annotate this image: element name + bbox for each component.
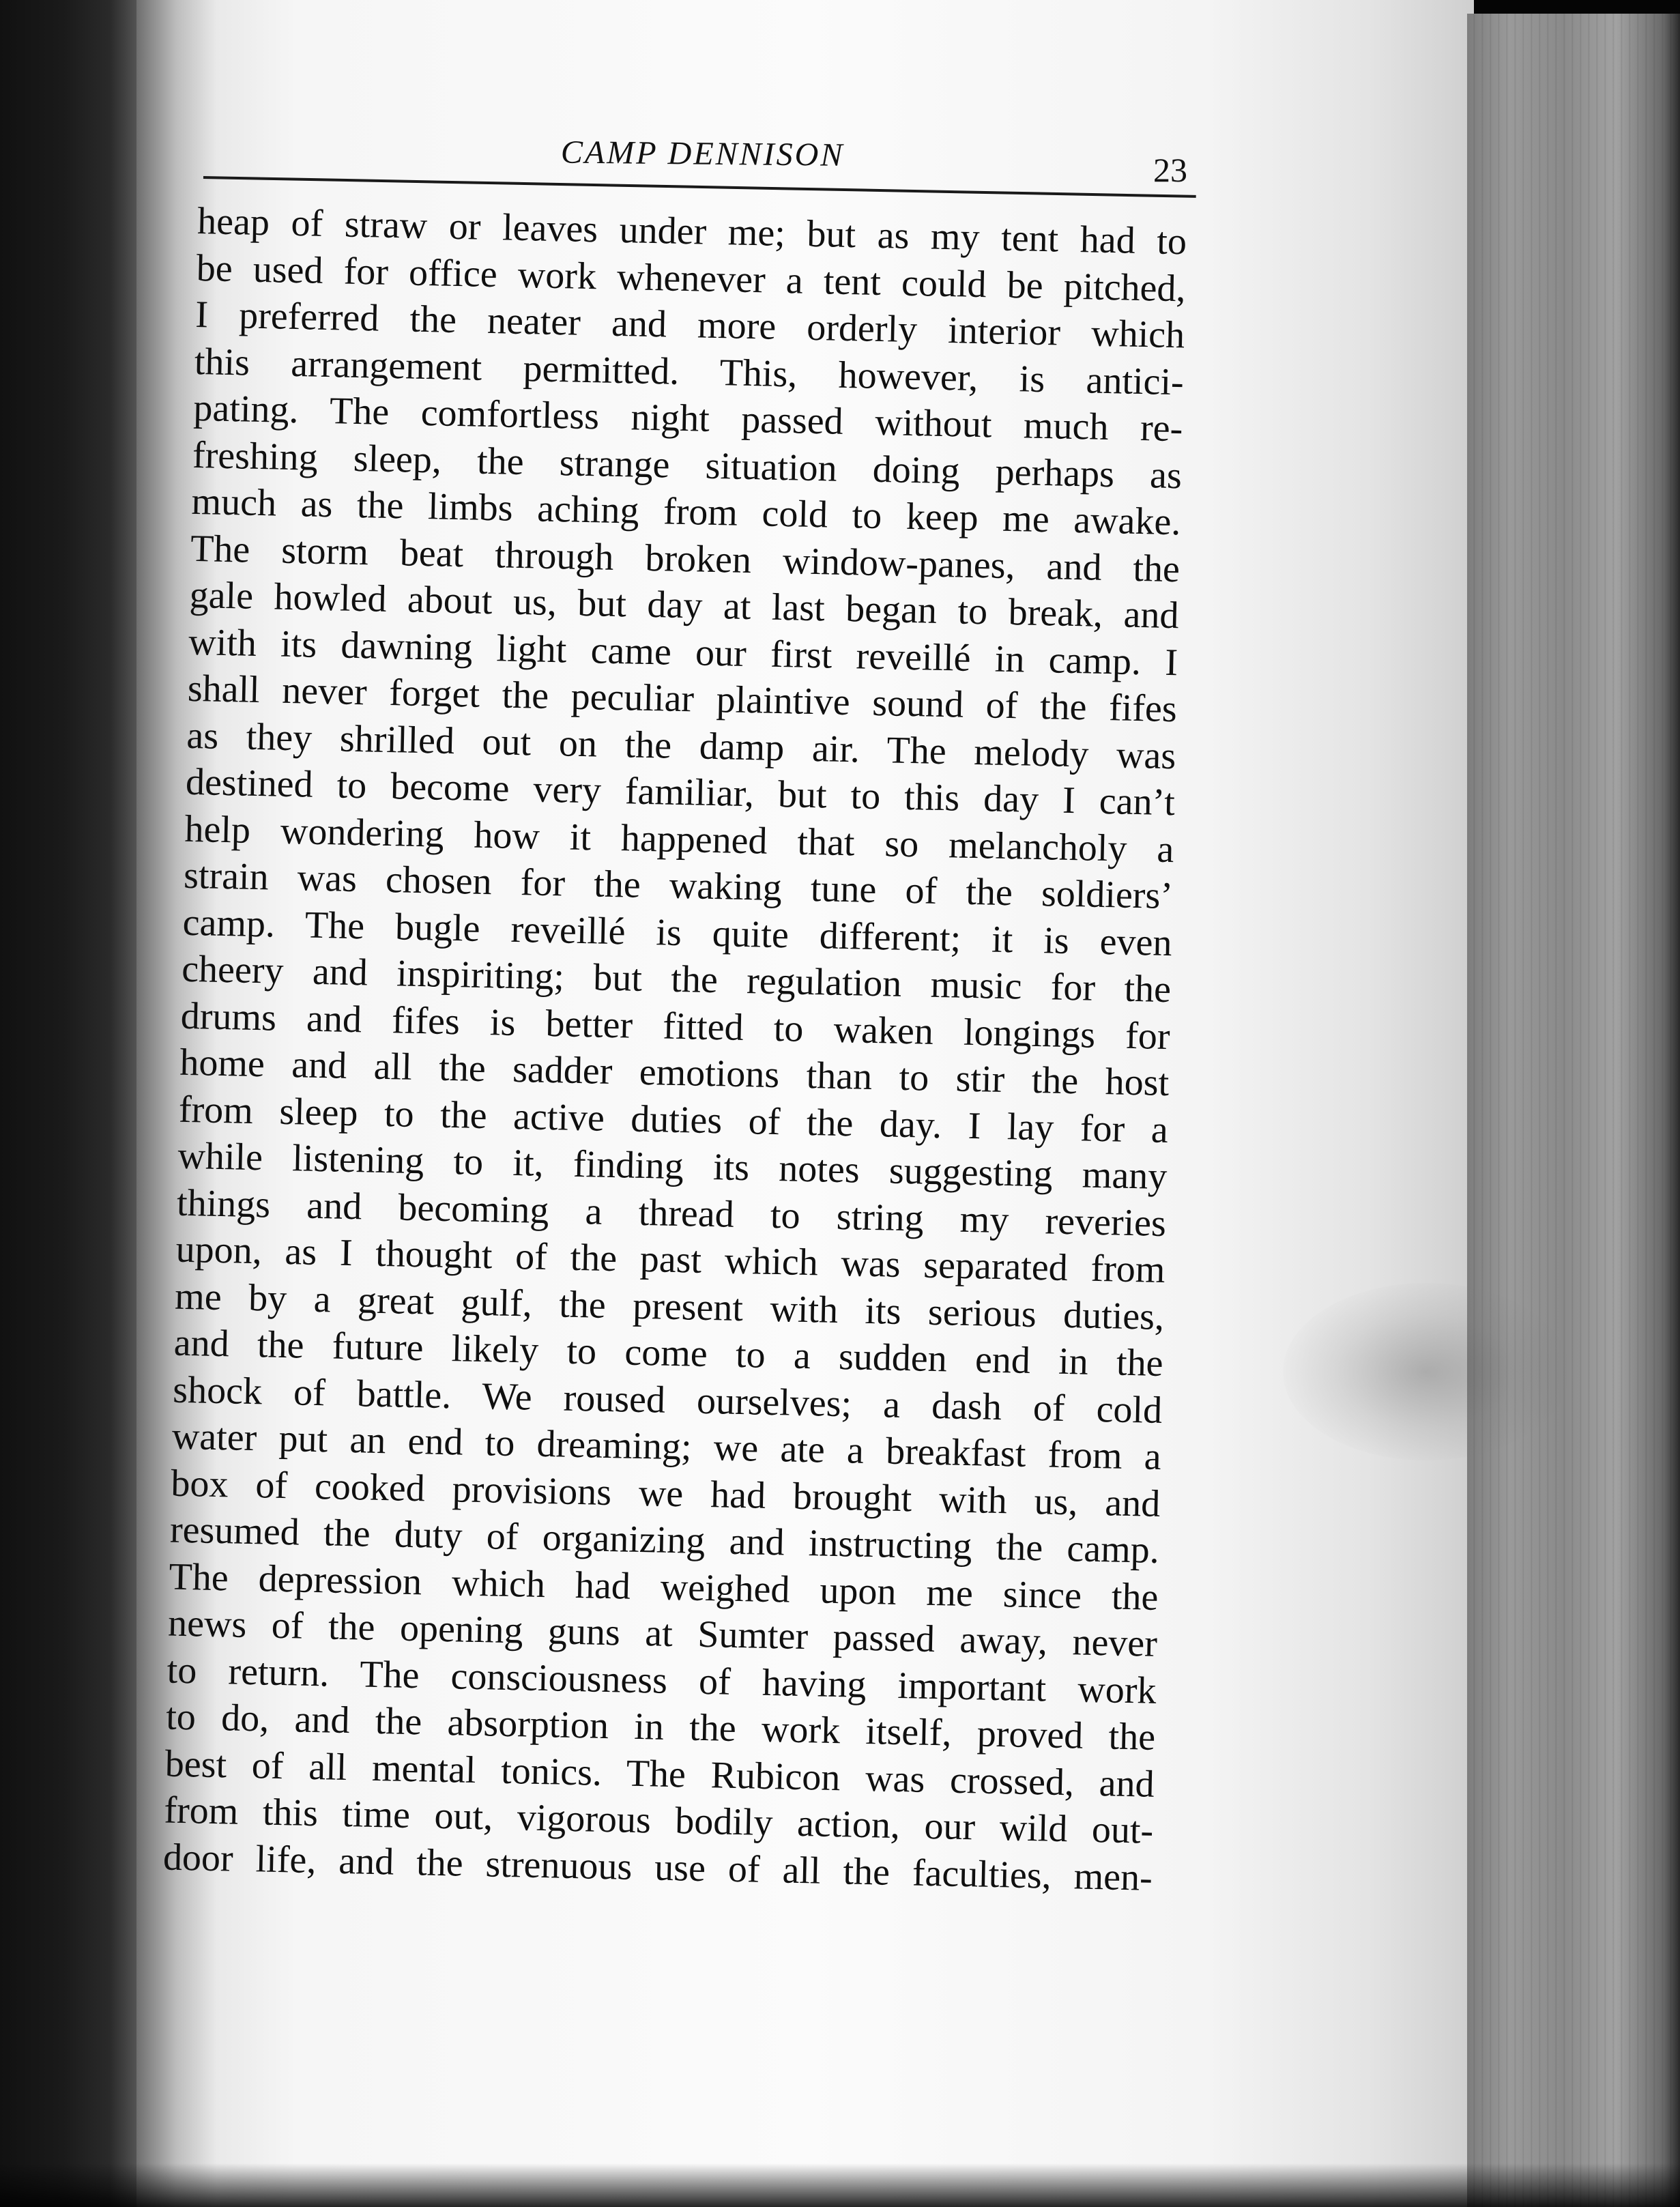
text-line: shock of battle. We roused ourselves; a dash of cold bbox=[172, 1368, 1163, 1432]
text-line: pating. The comfortless night passed without much re- bbox=[192, 386, 1183, 450]
text-line: heap of straw or leaves under me; but as my tent had to bbox=[197, 199, 1187, 263]
text-line: destined to become very familiar, but to this day I can’t bbox=[185, 760, 1176, 824]
text-line: gale howled about us, but day at last began to break, and bbox=[189, 573, 1180, 637]
text-line: to return. The consciousness of having important work bbox=[166, 1649, 1157, 1712]
text-line: water put an end to dreaming; we ate a breakfast from a bbox=[171, 1415, 1162, 1478]
text-line: home and all the sadder emotions than to stir the host bbox=[179, 1041, 1170, 1105]
text-line: while listening to it, finding its notes suggesting many bbox=[177, 1134, 1168, 1198]
page-number: 23 bbox=[1153, 151, 1187, 189]
text-line: and the future likely to come to a sudden end in the bbox=[173, 1321, 1164, 1385]
body-text bbox=[162, 198, 1187, 1901]
text-line: to do, and the absorption in the work itself, proved the bbox=[165, 1695, 1156, 1759]
text-line: best of all mental tonics. The Rubicon was crossed, and bbox=[164, 1742, 1155, 1806]
paper-stain bbox=[1283, 1283, 1569, 1460]
text-line: news of the opening guns at Sumter passed away, never bbox=[167, 1602, 1158, 1665]
text-line: strain was chosen for the waking tune of the soldiers’ bbox=[183, 854, 1174, 918]
text-line: me by a great gulf, the present with its serious duties, bbox=[174, 1275, 1165, 1338]
text-line: from sleep to the active duties of the day. I lay for a bbox=[178, 1088, 1169, 1151]
text-line: with its dawning light came our first reveillé in camp. I bbox=[188, 620, 1178, 684]
text-line: upon, as I thought of the past which was separated from bbox=[175, 1228, 1166, 1292]
text-line: help wondering how it happened that so melancholy a bbox=[184, 807, 1174, 871]
text-line: cheery and inspiriting; but the regulation music for the bbox=[181, 947, 1172, 1011]
text-line: box of cooked provisions we had brought with us, and bbox=[170, 1462, 1161, 1525]
book-page-edges bbox=[1467, 14, 1680, 2207]
text-line: The depression which had weighed upon me since the bbox=[169, 1555, 1159, 1619]
text-line: resumed the duty of organizing and instructing the camp. bbox=[169, 1508, 1160, 1572]
text-line: The storm beat through broken window-panes, and the bbox=[190, 527, 1181, 590]
text-line: drums and fifes is better fitted to waken longings for bbox=[180, 994, 1171, 1058]
text-line: things and becoming a thread to string my reveries bbox=[176, 1181, 1167, 1245]
text-line: I preferred the neater and more orderly interior which bbox=[194, 293, 1185, 357]
text-line: shall never forget the peculiar plaintive sound of the fifes bbox=[187, 667, 1178, 731]
text-line: much as the limbs aching from cold to keep me awake. bbox=[191, 480, 1182, 544]
text-line: from this time out, vigorous bodily action, our wild out- bbox=[163, 1789, 1154, 1852]
text-line: this arrangement permitted. This, however, is antici- bbox=[194, 340, 1185, 403]
text-line: as they shrilled out on the damp air. The melody was bbox=[186, 714, 1176, 777]
text-line: camp. The bugle reveillé is quite different; it is even bbox=[182, 901, 1173, 964]
text-line: be used for office work whenever a tent could be pitched, bbox=[196, 246, 1187, 310]
binding-shadow bbox=[0, 0, 157, 2207]
running-head: CAMP DENNISON bbox=[560, 134, 845, 173]
text-line: freshing sleep, the strange situation doing perhaps as bbox=[192, 433, 1183, 497]
text-line: door life, and the strenuous use of all the faculties, men- bbox=[162, 1835, 1153, 1899]
scan-bottom-edge bbox=[0, 2163, 1680, 2207]
